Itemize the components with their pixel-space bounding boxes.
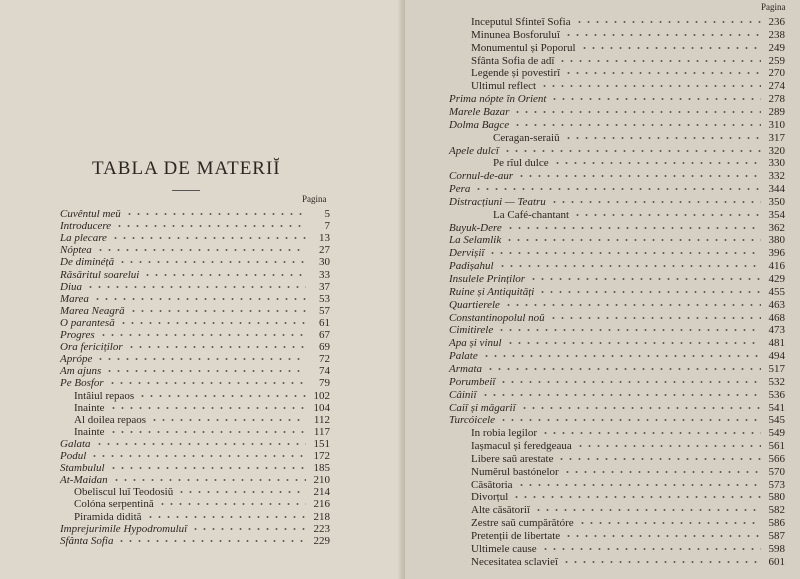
dot-leader [488, 248, 761, 258]
toc-entry-page: 468 [768, 311, 785, 324]
dot-leader [108, 378, 306, 388]
dot-leader [558, 56, 761, 66]
toc-entry [60, 281, 330, 293]
toc-entry-title: Pretenții de libertate [471, 530, 561, 542]
toc-entry [471, 55, 785, 67]
toc-entry-page: 566 [768, 452, 785, 465]
toc-entry [471, 556, 785, 568]
dot-leader [517, 480, 761, 490]
toc-entry-title: La Selamlik [449, 234, 502, 247]
toc-entry-title: Libere saŭ arestate [471, 452, 554, 465]
toc-entry [449, 363, 785, 375]
toc-entry-page: 72 [319, 353, 330, 366]
toc-entry-page: 354 [768, 208, 785, 221]
toc-entry-title: Al doilea repaos [74, 413, 147, 426]
toc-entry-page: 236 [768, 16, 785, 28]
toc-entry-page: 274 [768, 80, 785, 93]
toc-entry [493, 132, 785, 144]
toc-entry-title: Pera [449, 183, 471, 196]
toc-entry [449, 337, 785, 349]
toc-entry-page: 429 [768, 273, 785, 285]
dot-leader [150, 415, 306, 425]
toc-entry-title: Porumbeiĭ [449, 375, 496, 388]
toc-entry-title: La Café-chantant [493, 208, 570, 221]
dot-leader [498, 261, 761, 271]
toc-entry [493, 209, 785, 221]
toc-entry-title: Cuvêntul meŭ [60, 208, 121, 220]
dot-leader [499, 377, 761, 387]
toc-entry-page: 37 [319, 280, 330, 293]
toc-entry [471, 543, 785, 555]
toc-entry-page: 573 [768, 478, 785, 491]
toc-entry-title: Inainte [74, 401, 105, 414]
dot-leader [177, 487, 306, 497]
toc-entry [60, 341, 330, 353]
toc-entry-page: 545 [768, 414, 785, 427]
toc-entry [471, 440, 785, 452]
toc-entry-title: Zestre saŭ cumpărătóre [471, 517, 574, 530]
dot-leader [512, 492, 761, 502]
toc-entry-title: Quartierele [449, 298, 500, 311]
toc-entry-page: 396 [768, 247, 785, 260]
toc-entry-page: 13 [319, 232, 330, 245]
toc-entry-title: Sfânta Sofia [60, 534, 114, 547]
toc-entry [74, 426, 330, 438]
toc-entry [60, 535, 330, 547]
toc-entry [449, 414, 785, 426]
toc-entry-page: 30 [319, 256, 330, 269]
toc-entry-title: Dolma Bagce [449, 118, 510, 131]
title-rule [172, 190, 200, 191]
dot-leader [549, 313, 761, 323]
toc-entry [471, 67, 785, 79]
toc-entry-page: 350 [768, 195, 785, 208]
toc-entry-title: Galata [60, 437, 91, 450]
toc-entry [74, 511, 330, 523]
toc-entry-page: 74 [319, 365, 330, 378]
dot-leader [474, 184, 761, 194]
toc-entry-page: 5 [324, 208, 330, 220]
toc-entry-title: In robia legilor [471, 427, 537, 440]
dot-leader [112, 475, 306, 485]
toc-entry-page: 580 [768, 491, 785, 504]
dot-leader [96, 245, 306, 255]
dot-leader [563, 467, 761, 477]
toc-entry-page: 536 [768, 388, 785, 401]
toc-entry [74, 414, 330, 426]
toc-entry-page: 210 [313, 474, 330, 487]
toc-entry-page: 7 [324, 220, 330, 233]
dot-leader [517, 171, 761, 181]
dot-leader [146, 512, 306, 522]
dot-leader [99, 330, 306, 340]
dot-leader [504, 300, 761, 310]
toc-entry-title: Ultimele cause [471, 542, 537, 555]
toc-entry-title: Apele dulcĭ [449, 144, 499, 157]
toc-entry [449, 119, 785, 131]
toc-entry-title: Apa și vinul [449, 337, 502, 350]
dot-leader [115, 221, 306, 231]
toc-entry-title: Progres [60, 329, 95, 341]
dot-leader [575, 17, 761, 27]
toc-entry-title: Ceragan-seraiŭ [493, 131, 560, 144]
toc-entry-title: Obeliscul luĭ Teodosiŭ [74, 486, 174, 499]
toc-entry-title: Pe rîul dulce [493, 157, 549, 170]
toc-entry-page: 53 [319, 292, 330, 305]
toc-entry-title: Marea [60, 292, 89, 305]
toc-entry-page: 172 [313, 450, 330, 462]
page-title: TABLA DE MATERIĬ [92, 158, 281, 179]
toc-entry [471, 80, 785, 92]
toc-entry [471, 453, 785, 465]
dot-leader [486, 364, 761, 374]
toc-entry [60, 450, 330, 462]
toc-entry [471, 479, 785, 491]
toc-entry [60, 365, 330, 377]
toc-entry-page: 112 [313, 413, 330, 426]
toc-entry-page: 455 [768, 285, 785, 298]
toc-entry [471, 16, 785, 28]
toc-entry-page: 289 [768, 105, 785, 118]
dot-leader [118, 257, 306, 267]
toc-entry-title: Ora fericiților [60, 341, 123, 354]
toc-entry [449, 299, 785, 311]
dot-leader [506, 223, 761, 233]
toc-entry-page: 601 [768, 555, 785, 568]
dot-leader [541, 428, 761, 438]
dot-leader [125, 209, 306, 219]
dot-leader [96, 354, 306, 364]
toc-entry-title: Cimitirele [449, 324, 494, 337]
toc-entry-title: Distracțiuni — Teatru [449, 195, 546, 208]
toc-entry [493, 157, 785, 169]
toc-entry-page: 67 [319, 329, 330, 341]
toc-entry [449, 324, 785, 336]
toc-entry-title: Am ajuns [60, 365, 102, 378]
toc-entry-page: 117 [313, 425, 330, 438]
dot-leader [580, 43, 761, 53]
toc-entry [471, 42, 785, 54]
toc-entry [60, 305, 330, 317]
toc-entry-page: 416 [768, 260, 785, 273]
toc-entry [449, 247, 785, 259]
dot-leader [109, 427, 306, 437]
toc-entry [449, 183, 785, 195]
toc-entry [74, 402, 330, 414]
toc-entry-page: 582 [768, 504, 785, 517]
toc-entry-title: Ruine și Antiquități [449, 285, 535, 298]
toc-entry [60, 208, 330, 220]
toc-entry-title: Inainte [74, 425, 105, 438]
dot-leader [93, 294, 306, 304]
toc-entry-title: Cornul-de-aur [449, 170, 514, 183]
toc-entry [74, 498, 330, 510]
dot-leader [143, 270, 306, 280]
toc-entry-page: 320 [768, 144, 785, 157]
toc-entry-title: At-Maidan [60, 474, 108, 487]
toc-entry-page: 380 [768, 234, 785, 247]
toc-entry-title: Numĕrul bastónelor [471, 465, 559, 478]
toc-entry-title: Căsătoria [471, 478, 513, 491]
toc-entry [60, 256, 330, 268]
toc-entry-title: Sfânta Sofia de adĭ [471, 54, 555, 67]
toc-entry-title: Padișahul [449, 260, 494, 273]
toc-entry-title: Palate [449, 350, 478, 363]
toc-entry-page: 270 [768, 67, 785, 80]
dot-leader [557, 454, 761, 464]
toc-entry [60, 317, 330, 329]
toc-entry-title: Turcóicele [449, 414, 496, 427]
toc-entry-title: Prima nópte în Orient [449, 93, 547, 106]
page-column-header: Pagina [302, 194, 327, 204]
toc-entry [449, 389, 785, 401]
dot-leader [158, 499, 306, 509]
dot-leader [482, 351, 761, 361]
toc-entry [60, 293, 330, 305]
toc-entry-title: Necesitatea sclavieĭ [471, 555, 559, 568]
toc-entry-title: Divorțul [471, 491, 509, 504]
dot-leader [86, 282, 306, 292]
toc-entry [449, 376, 785, 388]
toc-entry [471, 491, 785, 503]
dot-leader [534, 505, 761, 515]
toc-entry [74, 390, 330, 402]
dot-leader [129, 306, 306, 316]
dot-leader [503, 146, 761, 156]
toc-entry-title: Nóptea [60, 244, 92, 257]
dot-leader [550, 94, 761, 104]
toc-entry-page: 494 [768, 350, 785, 363]
toc-entry-page: 330 [768, 157, 785, 170]
toc-entry [449, 222, 785, 234]
toc-entry-title: Colóna serpentină [74, 498, 154, 511]
toc-entry-page: 218 [313, 510, 330, 523]
toc-entry-page: 33 [319, 268, 330, 281]
toc-entry-title: Intâiul repaos [74, 389, 135, 402]
toc-entry-page: 317 [768, 131, 785, 144]
toc-entry-title: Imprejurimile Hypodromuluĭ [60, 522, 188, 535]
toc-entry-title: De diminéță [60, 256, 115, 269]
toc-entry [60, 232, 330, 244]
toc-entry-page: 259 [768, 54, 785, 67]
toc-entry-title: Inceputul Sfinteĭ Sofia [471, 16, 571, 28]
toc-entry-page: 104 [313, 401, 330, 414]
toc-entry [449, 170, 785, 182]
toc-entry-page: 463 [768, 298, 785, 311]
toc-entry-page: 216 [313, 498, 330, 511]
dot-leader [564, 30, 761, 40]
dot-leader [553, 158, 761, 168]
dot-leader [564, 68, 761, 78]
toc-entry [60, 220, 330, 232]
dot-leader [541, 544, 761, 554]
dot-leader [576, 441, 761, 451]
toc-entry-page: 532 [768, 375, 785, 388]
toc-entry-title: Diua [60, 280, 82, 293]
page-column-header: Pagina [761, 2, 786, 12]
toc-entry [60, 438, 330, 450]
dot-leader [538, 287, 761, 297]
toc-entry-title: Minunea Bosforuluĭ [471, 28, 560, 41]
toc-entry-page: 278 [768, 93, 785, 106]
toc-entry-page: 223 [313, 522, 330, 535]
toc-entry [74, 486, 330, 498]
dot-leader [505, 235, 761, 245]
toc-entry-title: Răsăritul soarelui [60, 268, 140, 281]
toc-entry [60, 377, 330, 389]
dot-leader [95, 439, 306, 449]
toc-entry-page: 57 [319, 304, 330, 317]
toc-entry-title: Ultimul reflect [471, 80, 537, 93]
toc-entry [449, 350, 785, 362]
dot-leader [191, 524, 306, 534]
dot-leader [109, 463, 306, 473]
dot-leader [520, 403, 761, 413]
toc-entry [449, 402, 785, 414]
toc-entry-page: 185 [313, 462, 330, 475]
toc-entry [60, 523, 330, 535]
toc-entry-title: Câiniĭ [449, 388, 477, 401]
toc-entry-page: 570 [768, 465, 785, 478]
toc-entry [471, 530, 785, 542]
toc-entry-title: Stambulul [60, 462, 105, 475]
dot-leader [513, 107, 761, 117]
toc-entry [60, 462, 330, 474]
dot-leader [127, 342, 306, 352]
dot-leader [105, 366, 306, 376]
toc-entry [449, 273, 785, 285]
dot-leader [550, 197, 761, 207]
dot-leader [513, 120, 761, 130]
toc-entry-title: Introducere [60, 220, 112, 233]
toc-entry-page: 549 [768, 427, 785, 440]
dot-leader [573, 210, 761, 220]
toc-entry-title: Iașmacul și feredgeaua [471, 440, 572, 453]
toc-entry-page: 586 [768, 517, 785, 530]
toc-entry-title: Constantinopolul noŭ [449, 311, 545, 324]
toc-entry [449, 196, 785, 208]
toc-entry-title: Piramida didită [74, 510, 142, 523]
toc-entry-title: Dervișiĭ [449, 247, 485, 260]
toc-entry-title: Podul [60, 450, 87, 462]
toc-entry-page: 587 [768, 530, 785, 542]
toc-entry-title: Alte căsătoriĭ [471, 504, 530, 517]
dot-leader [562, 557, 761, 567]
toc-entry-page: 27 [319, 244, 330, 257]
toc-entry [449, 145, 785, 157]
dot-leader [117, 536, 306, 546]
toc-entry [60, 329, 330, 341]
dot-leader [564, 133, 761, 143]
toc-entry-page: 238 [768, 28, 785, 41]
dot-leader [481, 390, 761, 400]
toc-entry [449, 106, 785, 118]
toc-entry-title: Pe Bosfor [60, 377, 104, 390]
toc-entry-page: 517 [768, 362, 785, 375]
toc-entry-page: 473 [768, 324, 785, 337]
dot-leader [506, 338, 761, 348]
dot-leader [90, 451, 306, 461]
toc-entry [449, 234, 785, 246]
toc-entry [471, 29, 785, 41]
toc-entry-page: 541 [768, 401, 785, 414]
toc-entry-title: Caiĭ și măgariĭ [449, 401, 516, 414]
toc-entry [471, 517, 785, 529]
toc-entry [471, 466, 785, 478]
toc-entry-page: 61 [319, 316, 330, 329]
toc-entry-title: Legende și povestirĭ [471, 67, 561, 80]
toc-entry [471, 504, 785, 516]
dot-leader [109, 403, 306, 413]
toc-entry-page: 214 [313, 486, 330, 499]
dot-leader [111, 233, 306, 243]
toc-entry-title: Buyuk-Dere [449, 221, 502, 234]
toc-entry [60, 244, 330, 256]
toc-entry [449, 93, 785, 105]
dot-leader [529, 274, 761, 284]
toc-entry [60, 353, 330, 365]
toc-entry-title: Monumentul și Poporul [471, 41, 576, 54]
toc-entry-page: 481 [768, 337, 785, 350]
toc-entry-page: 310 [768, 118, 785, 131]
toc-entry [471, 427, 785, 439]
toc-entry-title: La plecare [60, 232, 107, 245]
toc-entry-page: 69 [319, 341, 330, 354]
toc-entry-title: Insulele Prinților [449, 273, 526, 285]
dot-leader [564, 531, 761, 541]
toc-entry-page: 561 [768, 440, 785, 453]
toc-entry-page: 151 [313, 437, 330, 450]
toc-entry-page: 344 [768, 183, 785, 196]
toc-entry [449, 312, 785, 324]
right-page [405, 0, 800, 579]
toc-entry-page: 598 [768, 542, 785, 555]
toc-entry-title: Aprópe [60, 353, 93, 366]
toc-entry-page: 229 [313, 534, 330, 547]
dot-leader [499, 415, 761, 425]
toc-entry-page: 362 [768, 221, 785, 234]
toc-entry-title: Armata [449, 362, 482, 375]
dot-leader [497, 325, 761, 335]
toc-entry [60, 269, 330, 281]
toc-entry-title: O parantesă [60, 316, 115, 329]
toc-entry [449, 286, 785, 298]
dot-leader [578, 518, 761, 528]
toc-entry [60, 474, 330, 486]
toc-entry-page: 249 [768, 41, 785, 54]
dot-leader [119, 318, 306, 328]
toc-entry [449, 260, 785, 272]
dot-leader [540, 81, 761, 91]
toc-entry-title: Marele Bazar [449, 105, 510, 118]
toc-entry-page: 79 [319, 377, 330, 390]
toc-entry-title: Marea Neagră [60, 304, 125, 317]
dot-leader [138, 391, 306, 401]
toc-entry-page: 102 [313, 389, 330, 402]
toc-entry-page: 332 [768, 170, 785, 183]
